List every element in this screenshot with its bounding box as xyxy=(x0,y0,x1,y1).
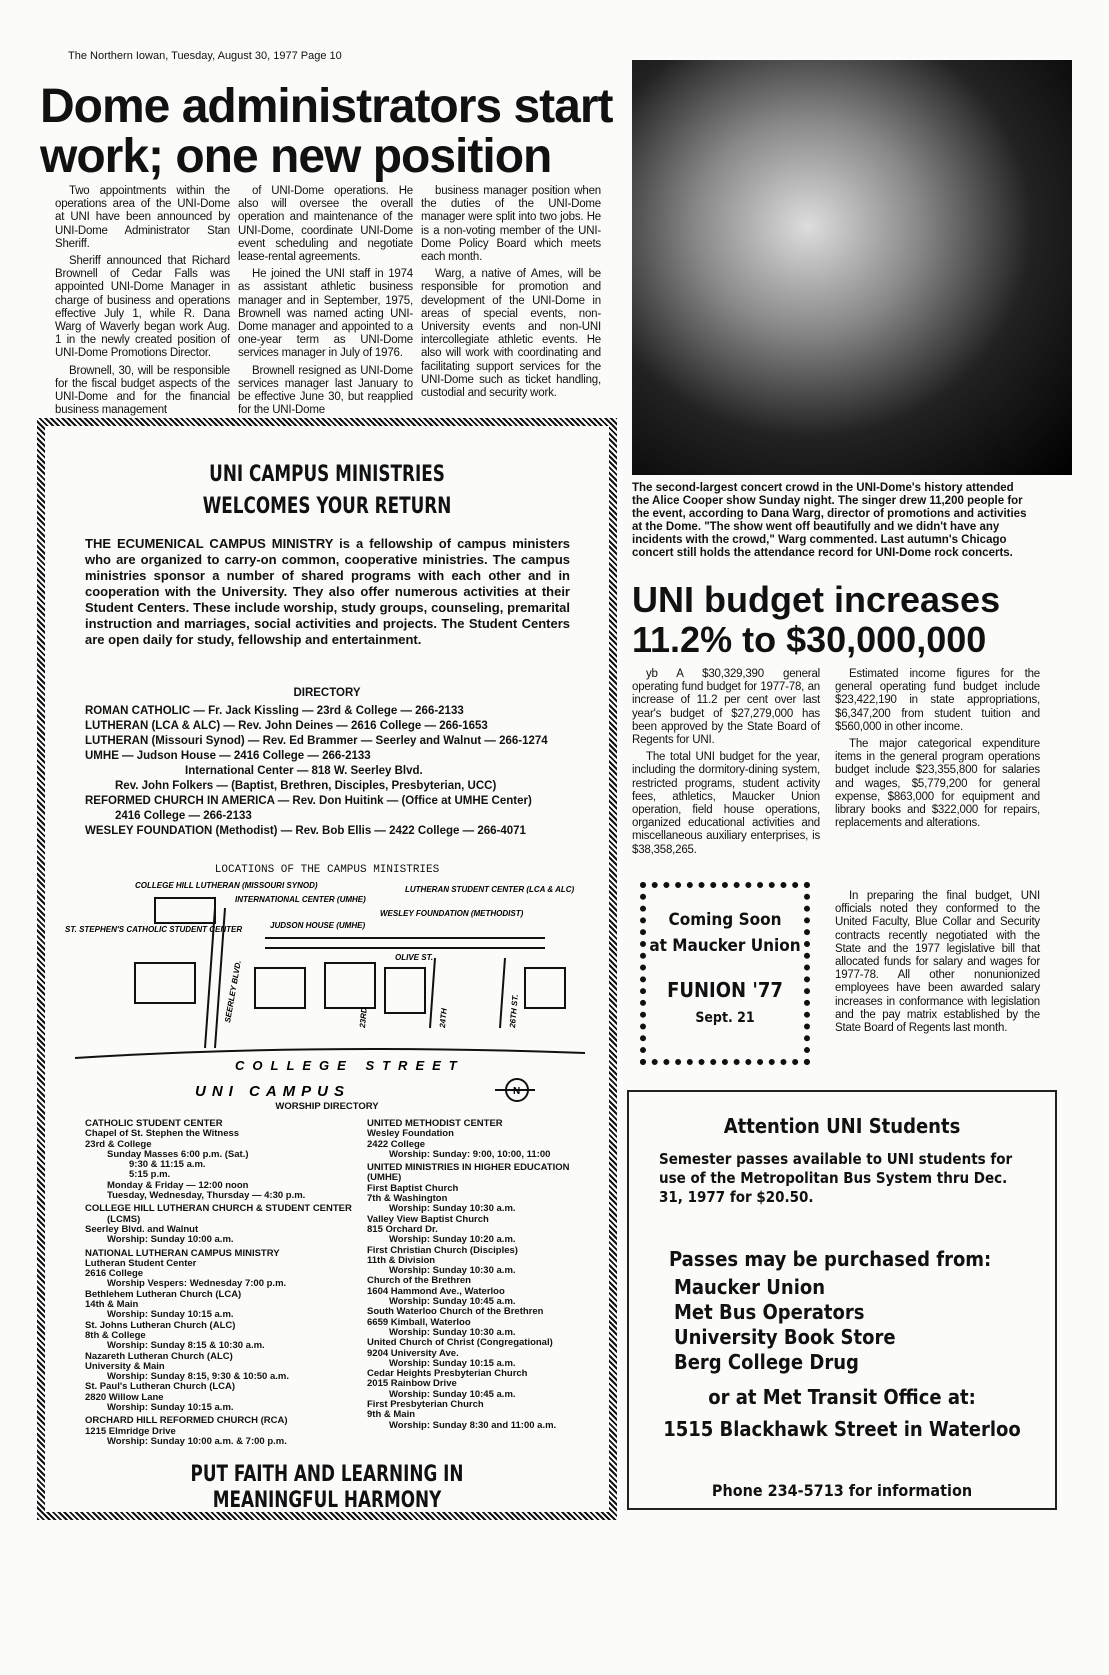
map-label: 26TH ST. xyxy=(508,993,520,1029)
map-label: LUTHERAN STUDENT CENTER (LCA & ALC) xyxy=(405,885,575,894)
worship-entry: 9204 University Ave. xyxy=(367,1347,459,1359)
paragraph: Brownell, 30, will be responsible for the fiscal budget aspects of the UNI-Dome and for the financial business management xyxy=(55,364,230,417)
paragraph: yb A $30,329,390 general operating fund budget for 1977-78, an increase of 11.2 per cent over last year's budget of $27,279,000 has been approved by the State Board of Regents for UNI. xyxy=(632,668,820,747)
location: Maucker Union xyxy=(674,1275,826,1299)
paragraph: Estimated income figures for the general operating fund budget include $23,422,190 in state appropriations, $6,347,200 from student tuition and $560,000 in other income. xyxy=(835,668,1040,733)
worship-entry: Worship: Sunday 10:15 a.m. xyxy=(389,1357,516,1369)
photo-caption: The second-largest concert crowd in the UNI-Dome's history attended the Alice Cooper show Sunday night. The singer drew 11,200 people for the event, according to Dana Warg, director of promotions and activities at the Dome. "The show went off beautifully and we didn't have any incidents with the crowd," Warg commented. Last autumn's Chicago concert still holds the attendance record for UNI-Dome rock concerts. xyxy=(632,482,1027,559)
ad-footer2: MEANINGFUL HARMONY xyxy=(212,1488,442,1513)
funion-date: Sept. 21 xyxy=(695,1010,755,1026)
worship-entry: Worship: Sunday 10:30 a.m. xyxy=(389,1326,516,1338)
bus-pass-ad xyxy=(627,1090,1057,1510)
worship-entry: NATIONAL LUTHERAN CAMPUS MINISTRY xyxy=(85,1247,280,1259)
map-label: 23RD xyxy=(358,1007,369,1029)
worship-entry: United Church of Christ (Congregational) xyxy=(367,1337,553,1349)
budget-headline: UNI budget increases 11.2% to $30,000,000 xyxy=(632,579,1001,660)
paragraph: Two appointments within the operations area of the UNI-Dome at UNI have been announced by UNI-Dome Administrator Stan Sheriff. xyxy=(55,185,230,250)
worship-entry: 14th & Main xyxy=(85,1299,139,1311)
directory-entry: 2416 College — 266-2133 xyxy=(115,810,252,822)
directory-title: DIRECTORY xyxy=(293,687,361,699)
map-label: JUDSON HOUSE (UMHE) xyxy=(270,921,366,930)
location: Berg College Drug xyxy=(674,1350,859,1374)
worship-entry: Sunday Masses 6:00 p.m. (Sat.) xyxy=(107,1148,249,1160)
campus-map xyxy=(65,878,585,1106)
funion-ad xyxy=(640,882,810,1065)
directory-entry: Rev. John Folkers — (Baptist, Brethren, Disciples, Presbyterian, UCC) xyxy=(115,780,497,792)
directory-entry: International Center — 818 W. Seerley Blvd. xyxy=(185,765,423,777)
purchase-locations xyxy=(674,1275,1010,1375)
worship-entry: Worship: Sunday 8:30 and 11:00 a.m. xyxy=(389,1419,557,1431)
olive-street-line xyxy=(265,938,545,948)
worship-entry: 2422 College xyxy=(367,1138,426,1150)
worship-entry: COLLEGE HILL LUTHERAN CHURCH & STUDENT CENTER xyxy=(85,1203,352,1215)
judson-house-building xyxy=(255,968,305,1008)
worship-entry: Monday & Friday — 12:00 noon xyxy=(107,1179,249,1191)
lutheran-center-building xyxy=(525,968,565,1008)
worship-entry: Worship: Sunday 10:30 a.m. xyxy=(389,1265,516,1277)
worship-entry: First Christian Church (Disciples) xyxy=(367,1244,518,1256)
paragraph: The total UNI budget for the year, including the dormitory-dining system, restricted programs, student activity fees, athletics, Maucker Union operation, field house operations, organized educational activities and miscellaneous auxiliary enterprises, is $38,358,265. xyxy=(632,751,820,856)
dome-article-col3 xyxy=(421,185,601,404)
worship-entry: UNITED MINISTRIES IN HIGHER EDUCATION (UMHE) xyxy=(367,1162,570,1184)
worship-entry: Worship: Sunday 10:15 a.m. xyxy=(107,1309,234,1321)
ad-title1: UNI CAMPUS MINISTRIES xyxy=(209,462,445,487)
worship-list-left xyxy=(85,1116,360,1447)
directory-entry: WESLEY FOUNDATION (Methodist) — Rev. Bob Ellis — 2422 College — 266-4071 xyxy=(85,825,526,837)
directory-list xyxy=(85,704,575,839)
purchase-title: Passes may be purchased from: xyxy=(669,1247,992,1271)
worship-entry: 6659 Kimball, Waterloo xyxy=(367,1316,471,1328)
worship-entry: CATHOLIC STUDENT CENTER xyxy=(85,1118,223,1129)
worship-entry: Worship: Sunday 10:00 a.m. xyxy=(107,1234,234,1246)
worship-entry: (LCMS) xyxy=(107,1213,141,1225)
ad-footer1: PUT FAITH AND LEARNING IN xyxy=(190,1462,464,1487)
college-street-line xyxy=(75,1049,585,1058)
map-label: N xyxy=(513,1086,521,1097)
directory-entry: LUTHERAN (Missouri Synod) — Rev. Ed Brammer — Seerley and Walnut — 266-1274 xyxy=(85,735,548,747)
worship-entry: Valley View Baptist Church xyxy=(367,1213,489,1225)
worship-entry: Worship: Sunday 10:20 a.m. xyxy=(389,1234,516,1246)
map-label: UNI CAMPUS xyxy=(195,1083,351,1100)
directory-entry: REFORMED CHURCH IN AMERICA — Rev. Don Huitink — (Office at UMHE Center) xyxy=(85,795,532,807)
worship-entry: St. Paul's Lutheran Church (LCA) xyxy=(85,1381,236,1393)
location: University Book Store xyxy=(674,1325,896,1349)
or-line: or at Met Transit Office at: xyxy=(708,1385,976,1409)
map-label: COLLEGE HILL LUTHERAN (MISSOURI SYNOD) xyxy=(135,881,318,890)
worship-entry: Worship: Sunday 8:15 & 10:30 a.m. xyxy=(107,1340,265,1352)
map-label: OLIVE ST. xyxy=(395,953,434,962)
worship-entry: Chapel of St. Stephen the Witness xyxy=(85,1128,240,1140)
worship-entry: Lutheran Student Center xyxy=(85,1257,197,1269)
concert-photo xyxy=(632,60,1072,475)
map-label: WESLEY FOUNDATION (METHODIST) xyxy=(380,909,524,918)
worship-entry: Worship: Sunday 8:15, 9:30 & 10:50 a.m. xyxy=(107,1371,289,1383)
worship-entry: Worship: Sunday 10:45 a.m. xyxy=(389,1388,516,1400)
paragraph: business manager position when the duties of the UNI-Dome manager were split into two jobs. He is a non-voting member of the UNI-Dome Policy Board which meets each month. xyxy=(421,185,601,264)
worship-entry: Worship: Sunday 10:45 a.m. xyxy=(389,1296,516,1308)
worship-entry: 2616 College xyxy=(85,1268,144,1280)
directory-entry: ROMAN CATHOLIC — Fr. Jack Kissling — 23rd & College — 266-2133 xyxy=(85,705,464,717)
location: Met Bus Operators xyxy=(674,1300,865,1324)
worship-entry: Seerley Blvd. and Walnut xyxy=(85,1223,199,1235)
worship-entry: 9:30 & 11:15 a.m. xyxy=(129,1159,206,1171)
worship-entry: Worship Vespers: Wednesday 7:00 p.m. xyxy=(107,1278,287,1290)
worship-entry: Tuesday, Wednesday, Thursday — 4:30 p.m. xyxy=(107,1190,306,1202)
worship-entry: 2820 Willow Lane xyxy=(85,1391,164,1403)
directory-entry: UMHE — Judson House — 2416 College — 266-2133 xyxy=(85,750,371,762)
worship-entry: 815 Orchard Dr. xyxy=(367,1223,438,1235)
ad-title2: WELCOMES YOUR RETURN xyxy=(202,494,452,519)
worship-list-right xyxy=(367,1116,603,1431)
directory-entry: LUTHERAN (LCA & ALC) — Rev. John Deines — 2616 College — 266-1653 xyxy=(85,720,488,732)
worship-entry: Bethlehem Lutheran Church (LCA) xyxy=(85,1288,242,1300)
phone-line: Phone 234-5713 for information xyxy=(711,1481,973,1500)
worship-entry: Worship: Sunday: 9:00, 10:00, 11:00 xyxy=(389,1148,551,1160)
dome-article-col2 xyxy=(238,185,413,421)
ad-intro: THE ECUMENICAL CAMPUS MINISTRY is a fellowship of campus ministers who are organized to carry-on common, cooperative ministries. The campus ministries sponsor a number of shared programs with each other and in cooperation with the University. They also offer numerous activities at their Student Centers. These include worship, study groups, counseling, premarital instruction and marriages, social activities and projects. The Student Centers are open daily for study, fellowship and entertainment. xyxy=(85,536,570,647)
worship-entry: Church of the Brethren xyxy=(367,1275,471,1287)
worship-entry: 9th & Main xyxy=(367,1409,416,1421)
st-stephens-building xyxy=(135,963,195,1003)
worship-entry: 5:15 p.m. xyxy=(129,1169,171,1181)
worship-entry: 7th & Washington xyxy=(367,1193,448,1205)
paragraph: Sheriff announced that Richard Brownell of Cedar Falls was appointed UNI-Dome Manager in charge of business and operations effective July 1, while R. Dana Warg of Waverly began work Aug. 1 in the newly created position of UNI-Dome Promotions Director. xyxy=(55,255,230,360)
transit-address: 1515 Blackhawk Street in Waterloo xyxy=(663,1417,1021,1441)
map-label: ST. STEPHEN'S CATHOLIC STUDENT CENTER xyxy=(65,925,243,934)
paragraph: In preparing the final budget, UNI officials noted they conformed to the United Faculty, Blue Collar and Security contracts recently negotiated with the State and the 1977 legislative bill that allocated funds for salary and wages for 1977-78. All other nonunionized employees have been awarded salary increases in conformance with legislation and the pay matrix established by the State Board of Regents last month. xyxy=(835,890,1040,1035)
international-center-building xyxy=(325,963,375,1008)
budget-col2 xyxy=(835,668,1040,834)
bus-title: Attention UNI Students xyxy=(723,1114,961,1138)
worship-entry: Worship: Sunday 10:30 a.m. xyxy=(389,1203,516,1215)
funion-line2: at Maucker Union xyxy=(649,936,801,956)
dome-headline: Dome administrators start work; one new position xyxy=(40,80,613,183)
worship-entry: 8th & College xyxy=(85,1329,146,1341)
map-label: 24TH xyxy=(438,1007,449,1029)
worship-entry: ORCHARD HILL REFORMED CHURCH (RCA) xyxy=(85,1415,288,1427)
worship-entry: 1604 Hammond Ave., Waterloo xyxy=(367,1285,505,1297)
funion-line1: Coming Soon xyxy=(668,910,782,930)
college-hill-building xyxy=(155,898,215,923)
paragraph: Brownell resigned as UNI-Dome services manager last January to be effective June 30, but reapplied for the UNI-Dome xyxy=(238,364,413,417)
campus-ministries-ad xyxy=(37,418,617,1520)
worship-entry: 11th & Division xyxy=(367,1254,436,1266)
budget-col3 xyxy=(835,890,1040,1039)
paragraph: He joined the UNI staff in 1974 as assistant athletic business manager and in September, 1975, Brownell was named acting UNI-Dome manager and appointed to a one-year term as UNI-Dome services manager in July of 1976. xyxy=(238,268,413,360)
worship-entry: First Presbyterian Church xyxy=(367,1399,484,1411)
worship-entry: University & Main xyxy=(85,1360,165,1372)
map-label: SEERLEY BLVD. xyxy=(223,959,243,1024)
budget-col1 xyxy=(632,668,820,861)
map-title: LOCATIONS OF THE CAMPUS MINISTRIES xyxy=(214,864,440,876)
worship-entry: 23rd & College xyxy=(85,1138,152,1150)
map-label: COLLEGE STREET xyxy=(235,1058,465,1073)
map-label: INTERNATIONAL CENTER (UMHE) xyxy=(235,895,366,904)
worship-entry: 1215 Elmridge Drive xyxy=(85,1425,176,1437)
page-folio: The Northern Iowan, Tuesday, August 30, 1977 Page 10 xyxy=(68,50,342,62)
worship-entry: Nazareth Lutheran Church (ALC) xyxy=(85,1350,233,1362)
worship-entry: UNITED METHODIST CENTER xyxy=(367,1118,503,1129)
worship-entry: Cedar Heights Presbyterian Church xyxy=(367,1368,528,1380)
worship-entry: Wesley Foundation xyxy=(367,1128,454,1140)
paragraph: of UNI-Dome operations. He also will oversee the overall operation and maintenance of the UNI-Dome, coordinate UNI-Dome event scheduling and negotiate lease-rental agreements. xyxy=(238,185,413,264)
worship-entry: St. Johns Lutheran Church (ALC) xyxy=(85,1319,236,1331)
wesley-building xyxy=(385,968,425,1013)
paragraph: The major categorical expenditure items in the general program operations budget include $23,355,800 for salaries and wages, $5,779,200 for general expense, $863,000 for equipment and library books and $322,000 for repairs, replacements and alterations. xyxy=(835,738,1040,830)
paragraph: Warg, a native of Ames, will be responsible for promotion and development of the UNI-Dome in areas of special events, non-University events and non-UNI intercollegiate athletic events. He also will work with coordinating and facilitating support services for the UNI-Dome such as ticket handling, custodial and security work. xyxy=(421,268,601,400)
funion-title: FUNION '77 xyxy=(667,978,783,1002)
worship-entry: 2015 Rainbow Drive xyxy=(367,1378,457,1390)
worship-directory-title: WORSHIP DIRECTORY xyxy=(275,1101,379,1112)
worship-entry: First Baptist Church xyxy=(367,1182,459,1194)
worship-entry: Worship: Sunday 10:15 a.m. xyxy=(107,1402,234,1414)
dome-article-col1 xyxy=(55,185,230,421)
worship-entry: South Waterloo Church of the Brethren xyxy=(367,1306,544,1318)
worship-entry: Worship: Sunday 10:00 a.m. & 7:00 p.m. xyxy=(107,1435,287,1447)
bus-text: Semester passes available to UNI students for use of the Metropolitan Bus System thru Dec. 31, 1977 for $20.50. xyxy=(659,1150,1013,1206)
